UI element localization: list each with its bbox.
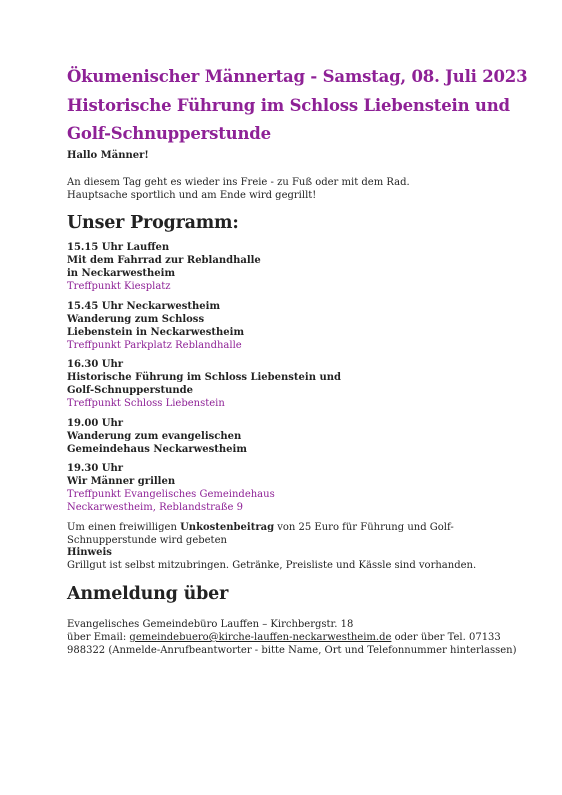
entry-4-line-2: Wanderung zum evangelischen [67, 431, 242, 442]
note-label: Hinweis [67, 547, 112, 558]
email-suffix: oder über Tel. 07133 [391, 632, 501, 643]
email-prefix: über Email: [67, 632, 130, 643]
greeting: Hallo Männer! [67, 150, 149, 161]
cost-paragraph [67, 521, 497, 547]
cost-text-after: von 25 Euro für Führung und Golf- [274, 522, 454, 533]
program-heading: Unser Programm: [67, 213, 239, 233]
program-entry-3 [67, 358, 497, 410]
program-entry-1 [67, 241, 497, 293]
entry-3-line-3: Golf-Schnupperstunde [67, 385, 193, 396]
entry-3-line-2: Historische Führung im Schloss Liebenstein und [67, 372, 341, 383]
intro-line-2: Hauptsache sportlich und am Ende wird gegrillt! [67, 190, 317, 201]
event-title-line-3: Golf-Schnupperstunde [67, 124, 271, 143]
entry-5-line-2: Wir Männer grillen [67, 476, 176, 487]
registration-email-line [67, 631, 507, 644]
entry-5-meeting-address: Neckarwestheim, Reblandstraße 9 [67, 502, 243, 513]
program-entry-4 [67, 417, 497, 456]
cost-label: Unkostenbeitrag [180, 522, 275, 533]
registration-details [67, 618, 517, 657]
registration-phone-line: 988322 (Anmelde-Anrufbeantworter - bitte Name, Ort und Telefonnummer hinterlassen) [67, 645, 517, 656]
email-link[interactable]: gemeindebuero@kirche-lauffen-neckarwestheim.de [129, 632, 392, 643]
entry-3-meeting-point: Treffpunkt Schloss Liebenstein [67, 398, 225, 409]
intro-line-1: An diesem Tag geht es wieder ins Freie - zu Fuß oder mit dem Rad. [67, 177, 410, 188]
entry-1-line-2: Mit dem Fahrrad zur Reblandhalle [67, 255, 261, 266]
cost-text-before: Um einen freiwilligen [67, 522, 181, 533]
entry-1-meeting-point: Treffpunkt Kiesplatz [67, 281, 171, 292]
entry-1-line-3: in Neckarwestheim [67, 268, 176, 279]
intro-paragraph [67, 176, 410, 202]
registration-heading: Anmeldung über [67, 584, 229, 604]
entry-4-line-3: Gemeindehaus Neckarwestheim [67, 444, 247, 455]
entry-5-line-1: 19.30 Uhr [67, 463, 124, 474]
entry-3-line-1: 16.30 Uhr [67, 359, 124, 370]
entry-5-meeting-point: Treffpunkt Evangelisches Gemeindehaus [67, 489, 275, 500]
entry-2-line-1: 15.45 Uhr Neckarwestheim [67, 301, 221, 312]
entry-4-line-1: 19.00 Uhr [67, 418, 124, 429]
event-title-line-2: Historische Führung im Schloss Liebenstein und [67, 96, 510, 115]
program-entry-5 [67, 462, 497, 514]
entry-2-line-3: Liebenstein in Neckarwestheim [67, 327, 245, 338]
entry-1-line-1: 15.15 Uhr Lauffen [67, 242, 170, 253]
note-text: Grillgut ist selbst mitzubringen. Getränke, Preisliste und Kässle sind vorhanden. [67, 560, 477, 571]
note-block [67, 546, 476, 572]
registration-office: Evangelisches Gemeindebüro Lauffen – Kirchbergstr. 18 [67, 619, 354, 630]
program-entry-2 [67, 300, 497, 352]
cost-text-line-2: Schnupperstunde wird gebeten [67, 535, 227, 546]
event-title-line-1: Ökumenischer Männertag - Samstag, 08. Juli 2023 [67, 67, 528, 86]
entry-2-line-2: Wanderung zum Schloss [67, 314, 205, 325]
entry-2-meeting-point: Treffpunkt Parkplatz Reblandhalle [67, 340, 242, 351]
